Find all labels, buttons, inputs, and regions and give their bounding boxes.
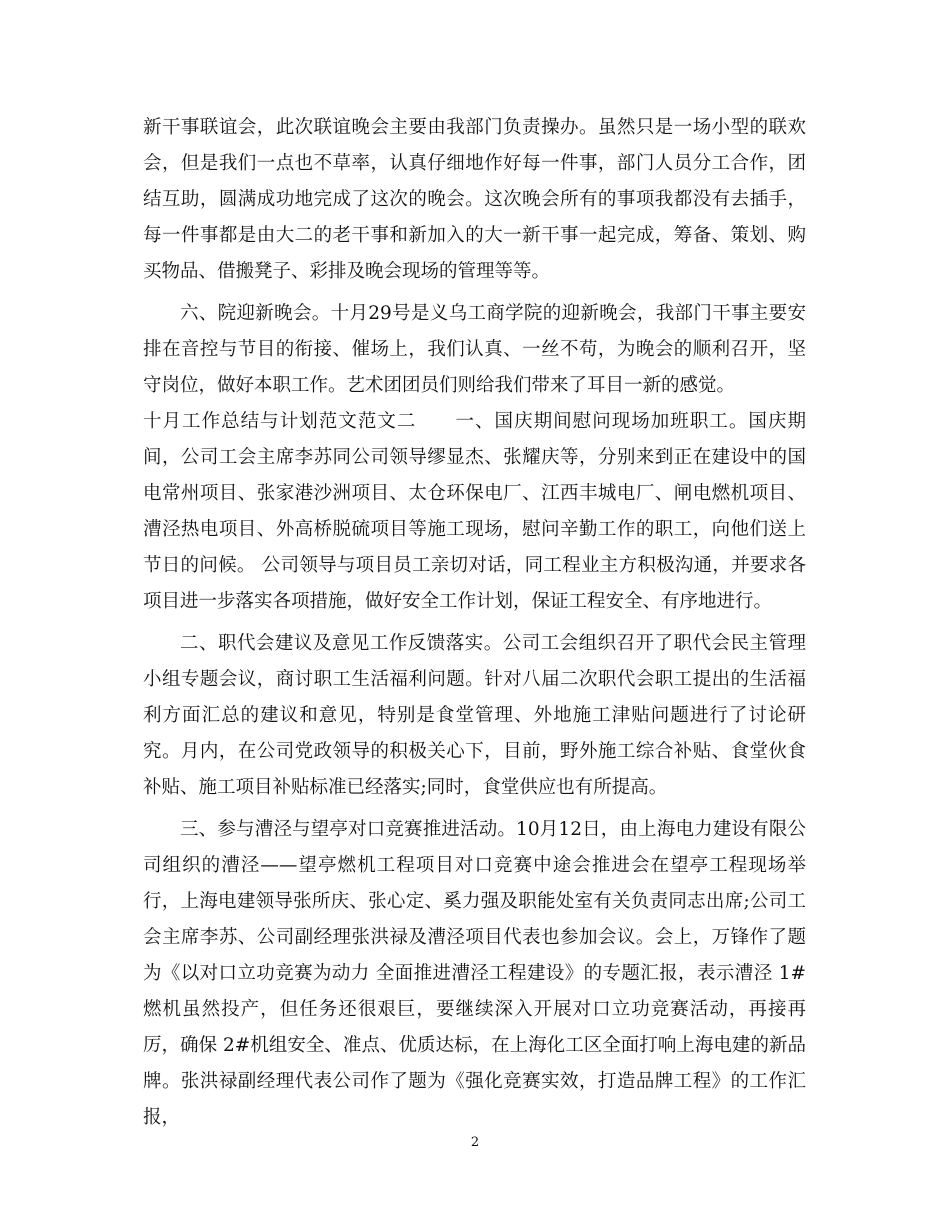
document-body xyxy=(143,110,806,1136)
page-number: 2 xyxy=(470,1135,480,1150)
paragraph-section-two: 二、职代会建议及意见工作反馈落实。公司工会组织召开了职代会民主管理小组专题会议，商讨职工生活福利问题。针对八届二次职代会职工提出的生活福利方面汇总的建议和意见，特别是食堂管理、外地施工津贴问题进行了讨论研究。月内，在公司党政领导的积极关心下，目前，野外施工综合补贴、食堂伙食补贴、施工项目补贴标准已经落实;同时，食堂供应也有所提高。 xyxy=(143,633,806,798)
paragraph-section-three: 三、参与漕泾与望亭对口竞赛推进活动。10月12日，由上海电力建设有限公司组织的漕泾——望亭燃机工程项目对口竞赛中途会推进会在望亭工程现场举行，上海电建领导张所庆、张心定、奚力强及职能处室有关负责同志出席;公司工会主席李苏、公司副经理张洪禄及漕泾项目代表也参加会议。会上，万锋作了题为《以对口立功竞赛为动力 全面推进漕泾工程建设》的专题汇报，表示漕泾 1#燃机虽然投产，但任务还很艰巨，要继续深入开展对口立功竞赛活动，再接再厉，确保 2#机组安全、准点、优质达标，在上海化工区全面打响上海电建的新品牌。张洪禄副经理代表公司作了题为《强化竞赛实效，打造品牌工程》的工作汇报， xyxy=(143,819,806,1128)
paragraph-sample-two-section-one: 十月工作总结与计划范文范文二 一、国庆期间慰问现场加班职工。国庆期间，公司工会主席李苏同公司领导缪显杰、张耀庆等，分别来到正在建设中的国电常州项目、张家港沙洲项目、太仓环保电厂、江西丰城电厂、闸电燃机项目、漕泾热电项目、外高桥脱硫项目等施工现场，慰问辛勤工作的职工，向他们送上节日的问候。 公司领导与项目员工亲切对话，同工程业主方积极沟通，并要求各项目进一步落实各项措施，做好安全工作计划，保证工程安全、有序地进行。 xyxy=(143,411,806,612)
paragraph-section-six: 六、院迎新晚会。十月29号是义乌工商学院的迎新晚会，我部门干事主要安排在音控与节目的衔接、催场上，我们认真、一丝不苟，为晚会的顺利召开，坚守岗位，做好本职工作。艺术团团员们则给我们带来了耳目一新的感觉。 xyxy=(143,303,806,396)
paragraph-continuation: 新干事联谊会，此次联谊晚会主要由我部门负责操办。虽然只是一场小型的联欢会，但是我们一点也不草率，认真仔细地作好每一件事，部门人员分工合作，团结互助，圆满成功地完成了这次的晚会。这次晚会所有的事项我都没有去插手，每一件事都是由大二的老干事和新加入的大一新干事一起完成，筹备、策划、购买物品、借搬凳子、彩排及晚会现场的管理等等。 xyxy=(143,117,806,282)
